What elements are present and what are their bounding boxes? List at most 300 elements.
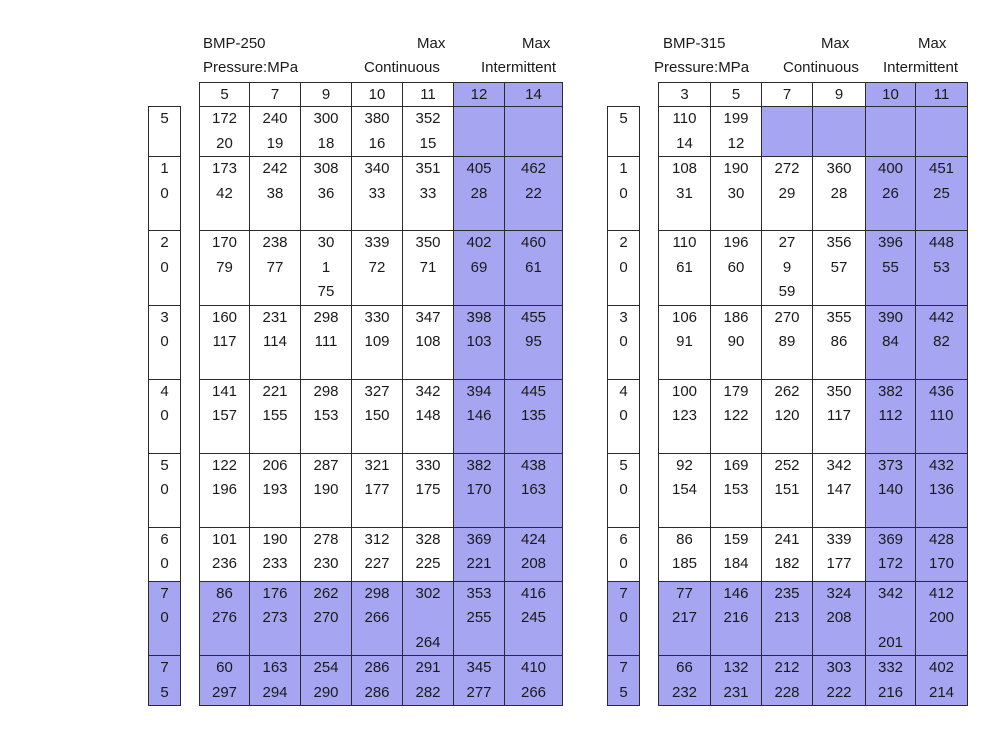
row-gap [640, 527, 659, 581]
table-row [149, 453, 563, 527]
cell-value: 380 16 [364, 110, 390, 152]
table-cell [301, 453, 352, 527]
pressure-header-cell: 3 [659, 83, 711, 107]
table-cell [711, 107, 762, 157]
cell-value: 462 22 [520, 160, 547, 202]
pressure-header-cell: 14 [505, 83, 563, 107]
table-cell [352, 231, 403, 306]
table-cell [762, 656, 813, 706]
cell-value: 402 214 [928, 659, 955, 701]
cell-value: 298 111 [313, 308, 339, 350]
right-max-intermittent-line1: Max [918, 35, 947, 52]
cell-value: 352 15 [415, 110, 441, 152]
table-cell [200, 453, 250, 527]
cell-value: 262 270 [313, 584, 339, 626]
table-row [608, 453, 968, 527]
cell-value: 373 140 [877, 456, 904, 498]
cell-value: 436 110 [928, 382, 955, 424]
cell-value: 212 228 [774, 659, 800, 701]
cell-value: 327 150 [364, 382, 390, 424]
cell-value: 190 233 [262, 530, 288, 572]
cell-value: 410 266 [520, 659, 547, 701]
table-cell [352, 305, 403, 379]
row-gap [640, 656, 659, 706]
table-cell [813, 656, 866, 706]
table-cell [866, 453, 916, 527]
row-label-cell [149, 157, 181, 231]
row-gap [640, 453, 659, 527]
cell-value: 416 245 [520, 584, 547, 626]
pressure-header-cell: 7 [762, 83, 813, 107]
table-cell [659, 527, 711, 581]
table-cell [813, 379, 866, 453]
cell-value: 190 30 [723, 160, 749, 202]
table-cell [250, 305, 301, 379]
pressure-header-cell: 5 [200, 83, 250, 107]
cell-value: 291 282 [415, 659, 441, 701]
cell-value: 66 232 [671, 659, 698, 701]
cell-value: 360 28 [826, 160, 852, 202]
table-row [608, 305, 968, 379]
table-cell [659, 231, 711, 306]
table-cell [250, 581, 301, 656]
left-max-intermittent-line2: Intermittent [481, 59, 557, 76]
row-gap [181, 581, 200, 656]
table-cell [352, 527, 403, 581]
table-cell [866, 581, 916, 656]
table-cell [866, 157, 916, 231]
table-cell [866, 107, 916, 157]
row-gap [181, 231, 200, 306]
row-label-cell [149, 305, 181, 379]
cell-value: 238 77 [262, 234, 288, 276]
cell-value: 330 175 [415, 456, 441, 498]
cell-value: 350 117 [826, 382, 852, 424]
cell-value: 252 151 [774, 456, 800, 498]
table-cell [301, 656, 352, 706]
cell-value: 351 33 [415, 160, 441, 202]
table-row [149, 107, 563, 157]
table-cell [916, 527, 968, 581]
table-cell [200, 527, 250, 581]
table-cell [352, 581, 403, 656]
cell-value: 141 157 [211, 382, 238, 424]
cell-value: 179 122 [723, 382, 749, 424]
cell-value: 176 273 [262, 584, 288, 626]
table-cell [916, 379, 968, 453]
left-max-continuous-line1: Max [417, 35, 446, 52]
table-cell [659, 305, 711, 379]
cell-value: 106 91 [671, 308, 698, 350]
row-label: 5 [160, 110, 169, 127]
row-gap [181, 656, 200, 706]
cell-value: 442 82 [928, 308, 955, 350]
table-cell [866, 231, 916, 306]
cell-value: 398 103 [466, 308, 492, 350]
row-label: 5 0 [160, 456, 169, 498]
table-cell [762, 453, 813, 527]
row-label: 7 0 [160, 584, 169, 626]
cell-value: 332 216 [877, 659, 904, 701]
cell-value: 302 264 [415, 584, 441, 651]
cell-value: 86 276 [211, 584, 238, 626]
row-label-cell [149, 231, 181, 306]
pressure-header-cell: 10 [352, 83, 403, 107]
table-cell [403, 157, 454, 231]
cell-value: 342 201 [877, 584, 904, 651]
left-table-title: BMP-250 [203, 35, 266, 52]
table-cell [711, 581, 762, 656]
table-cell [711, 231, 762, 306]
row-label: 3 0 [619, 308, 628, 350]
cell-value: 254 290 [313, 659, 339, 701]
table-row [149, 527, 563, 581]
table-cell [659, 157, 711, 231]
table-cell [200, 656, 250, 706]
row-label-cell [149, 581, 181, 656]
row-label-cell [149, 107, 181, 157]
cell-value: 369 172 [877, 530, 904, 572]
table-cell [301, 107, 352, 157]
cell-value: 350 71 [415, 234, 441, 276]
table-cell [505, 107, 563, 157]
cell-value: 101 236 [211, 530, 238, 572]
cell-value: 242 38 [262, 160, 288, 202]
row-label: 6 0 [619, 530, 628, 572]
cell-value: 424 208 [520, 530, 547, 572]
cell-value: 163 294 [262, 659, 288, 701]
cell-value: 445 135 [520, 382, 547, 424]
table-cell [301, 527, 352, 581]
cell-value: 394 146 [466, 382, 492, 424]
table-cell [866, 656, 916, 706]
cell-value: 110 14 [672, 110, 697, 152]
cell-value: 286 286 [364, 659, 390, 701]
table-row [608, 581, 968, 656]
table-cell [403, 527, 454, 581]
table-row [149, 157, 563, 231]
table-cell [352, 379, 403, 453]
table-cell [505, 305, 563, 379]
cell-value: 186 90 [723, 308, 749, 350]
row-label: 5 [619, 110, 628, 127]
table-cell [505, 527, 563, 581]
cell-value: 30 1 75 [317, 234, 335, 300]
row-label-cell [149, 453, 181, 527]
table-row [608, 231, 968, 306]
cell-value: 27 9 59 [778, 234, 796, 300]
cell-value: 402 69 [466, 234, 492, 276]
table-cell [403, 305, 454, 379]
cell-value: 298 153 [313, 382, 339, 424]
row-gap [640, 379, 659, 453]
cell-value: 412 200 [928, 584, 955, 626]
table-cell [403, 231, 454, 306]
table-cell [711, 379, 762, 453]
pressure-header-cell: 11 [403, 83, 454, 107]
table-cell [916, 305, 968, 379]
table-cell [250, 453, 301, 527]
cell-value: 432 136 [928, 456, 955, 498]
table-row [608, 527, 968, 581]
row-label-cell [608, 527, 640, 581]
table-cell [659, 581, 711, 656]
table-cell [200, 231, 250, 306]
cell-value: 400 26 [877, 160, 904, 202]
table-cell [916, 107, 968, 157]
cell-value: 196 60 [723, 234, 749, 276]
row-label-cell [608, 107, 640, 157]
row-label: 7 5 [619, 659, 628, 701]
cell-value: 92 154 [671, 456, 698, 498]
row-label-cell [149, 379, 181, 453]
table-cell [250, 231, 301, 306]
pressure-header-row [149, 83, 563, 107]
cell-value: 451 25 [928, 160, 955, 202]
cell-value: 300 18 [313, 110, 339, 152]
table-cell [813, 107, 866, 157]
table-cell [813, 231, 866, 306]
cell-value: 342 148 [415, 382, 441, 424]
cell-value: 448 53 [928, 234, 955, 276]
cell-value: 328 225 [415, 530, 441, 572]
cell-value: 405 28 [466, 160, 492, 202]
cell-value: 206 193 [262, 456, 288, 498]
cell-value: 159 184 [723, 530, 749, 572]
pressure-header-cell: 9 [301, 83, 352, 107]
cell-value: 312 227 [364, 530, 390, 572]
header-corner [608, 83, 659, 107]
cell-value: 160 117 [211, 308, 238, 350]
cell-value: 173 42 [211, 160, 238, 202]
table-cell [813, 581, 866, 656]
table-row [149, 379, 563, 453]
right-pressure-label: Pressure:MPa [654, 59, 750, 76]
cell-value: 330 109 [364, 308, 390, 350]
row-label: 1 0 [160, 160, 169, 202]
table-cell [505, 379, 563, 453]
cell-value: 428 170 [928, 530, 955, 572]
table-cell [505, 231, 563, 306]
cell-value: 262 120 [774, 382, 800, 424]
left-data-table [148, 82, 563, 706]
table-cell [866, 379, 916, 453]
header-corner [149, 83, 200, 107]
right-max-continuous-line1: Max [821, 35, 850, 52]
left-max-continuous-line2: Continuous [364, 59, 440, 76]
table-cell [916, 231, 968, 306]
cell-value: 321 177 [364, 456, 390, 498]
table-cell [301, 379, 352, 453]
row-label-cell [149, 527, 181, 581]
table-cell [403, 453, 454, 527]
cell-value: 438 163 [520, 456, 547, 498]
row-gap [640, 157, 659, 231]
cell-value: 339 177 [826, 530, 852, 572]
cell-value: 355 86 [826, 308, 852, 350]
table-cell [866, 527, 916, 581]
cell-value: 339 72 [364, 234, 390, 276]
cell-value: 270 89 [774, 308, 800, 350]
cell-value: 170 79 [211, 234, 238, 276]
cell-value: 122 196 [211, 456, 238, 498]
cell-value: 324 208 [826, 584, 852, 626]
table-cell [711, 527, 762, 581]
row-label: 4 0 [619, 382, 628, 424]
table-cell [762, 581, 813, 656]
table-cell [250, 656, 301, 706]
table-cell [505, 157, 563, 231]
table-cell [505, 581, 563, 656]
cell-value: 369 221 [466, 530, 492, 572]
row-label-cell [608, 453, 640, 527]
table-cell [301, 157, 352, 231]
table-cell [505, 453, 563, 527]
cell-value: 287 190 [313, 456, 339, 498]
table-cell [403, 581, 454, 656]
table-cell [762, 527, 813, 581]
table-cell [916, 656, 968, 706]
table-cell [454, 157, 505, 231]
cell-value: 108 31 [671, 160, 698, 202]
table-cell [813, 453, 866, 527]
row-label: 4 0 [160, 382, 169, 424]
table-cell [352, 157, 403, 231]
table-row [608, 379, 968, 453]
cell-value: 169 153 [723, 456, 749, 498]
table-cell [762, 305, 813, 379]
table-cell [762, 107, 813, 157]
pressure-header-cell: 7 [250, 83, 301, 107]
cell-value: 308 36 [313, 160, 339, 202]
table-cell [250, 107, 301, 157]
cell-value: 303 222 [826, 659, 852, 701]
table-row [149, 305, 563, 379]
cell-value: 347 108 [415, 308, 441, 350]
pressure-header-cell: 9 [813, 83, 866, 107]
table-cell [916, 453, 968, 527]
cell-value: 100 123 [671, 382, 698, 424]
left-max-intermittent-line1: Max [522, 35, 551, 52]
table-cell [454, 379, 505, 453]
pressure-header-cell: 12 [454, 83, 505, 107]
table-row [608, 107, 968, 157]
table-row [149, 581, 563, 656]
table-cell [454, 581, 505, 656]
cell-value: 353 255 [466, 584, 492, 626]
cell-value: 278 230 [313, 530, 339, 572]
cell-value: 172 20 [211, 110, 238, 152]
row-gap [181, 305, 200, 379]
cell-value: 60 297 [211, 659, 238, 701]
table-cell [454, 305, 505, 379]
table-cell [711, 305, 762, 379]
table-cell [813, 157, 866, 231]
cell-value: 390 84 [877, 308, 904, 350]
table-cell [200, 157, 250, 231]
table-cell [301, 581, 352, 656]
cell-value: 132 231 [723, 659, 749, 701]
cell-value: 460 61 [520, 234, 547, 276]
right-data-table [607, 82, 968, 706]
table-cell [762, 379, 813, 453]
row-label: 7 0 [619, 584, 628, 626]
table-cell [454, 453, 505, 527]
table-cell [659, 107, 711, 157]
row-gap [181, 157, 200, 231]
row-gap [640, 107, 659, 157]
cell-value: 382 112 [877, 382, 904, 424]
cell-value: 340 33 [364, 160, 390, 202]
table-cell [250, 379, 301, 453]
row-label: 6 0 [160, 530, 169, 572]
table-cell [659, 656, 711, 706]
pressure-header-cell: 5 [711, 83, 762, 107]
row-gap [640, 581, 659, 656]
table-cell [916, 581, 968, 656]
table-cell [711, 453, 762, 527]
row-label: 3 0 [160, 308, 169, 350]
cell-value: 298 266 [364, 584, 390, 626]
table-row [608, 157, 968, 231]
cell-value: 146 216 [723, 584, 749, 626]
cell-value: 77 217 [671, 584, 698, 626]
table-cell [352, 656, 403, 706]
table-row [608, 656, 968, 706]
table-cell [659, 453, 711, 527]
table-cell [762, 157, 813, 231]
table-cell [352, 453, 403, 527]
cell-value: 221 155 [262, 382, 288, 424]
right-max-continuous-line2: Continuous [783, 59, 859, 76]
table-cell [200, 107, 250, 157]
table-cell [301, 305, 352, 379]
row-label: 2 0 [160, 234, 169, 276]
pressure-header-cell: 11 [916, 83, 968, 107]
row-gap [181, 453, 200, 527]
table-cell [711, 656, 762, 706]
right-max-intermittent-line2: Intermittent [883, 59, 959, 76]
table-cell [200, 581, 250, 656]
table-cell [200, 305, 250, 379]
row-gap [640, 231, 659, 306]
table-cell [403, 107, 454, 157]
row-gap [181, 379, 200, 453]
cell-value: 455 95 [520, 308, 547, 350]
table-cell [505, 656, 563, 706]
table-cell [454, 656, 505, 706]
table-cell [762, 231, 813, 306]
cell-value: 342 147 [826, 456, 852, 498]
row-label-cell [608, 231, 640, 306]
cell-value: 356 57 [826, 234, 852, 276]
row-gap [181, 527, 200, 581]
table-cell [250, 157, 301, 231]
table-cell [916, 157, 968, 231]
table-cell [813, 305, 866, 379]
cell-value: 396 55 [877, 234, 904, 276]
row-label: 7 5 [160, 659, 169, 701]
row-label: 1 0 [619, 160, 628, 202]
cell-value: 86 185 [671, 530, 698, 572]
table-cell [403, 379, 454, 453]
row-label-cell [608, 581, 640, 656]
row-label: 2 0 [619, 234, 628, 276]
cell-value: 382 170 [466, 456, 492, 498]
table-cell [454, 231, 505, 306]
cell-value: 241 182 [774, 530, 800, 572]
pressure-header-row [608, 83, 968, 107]
